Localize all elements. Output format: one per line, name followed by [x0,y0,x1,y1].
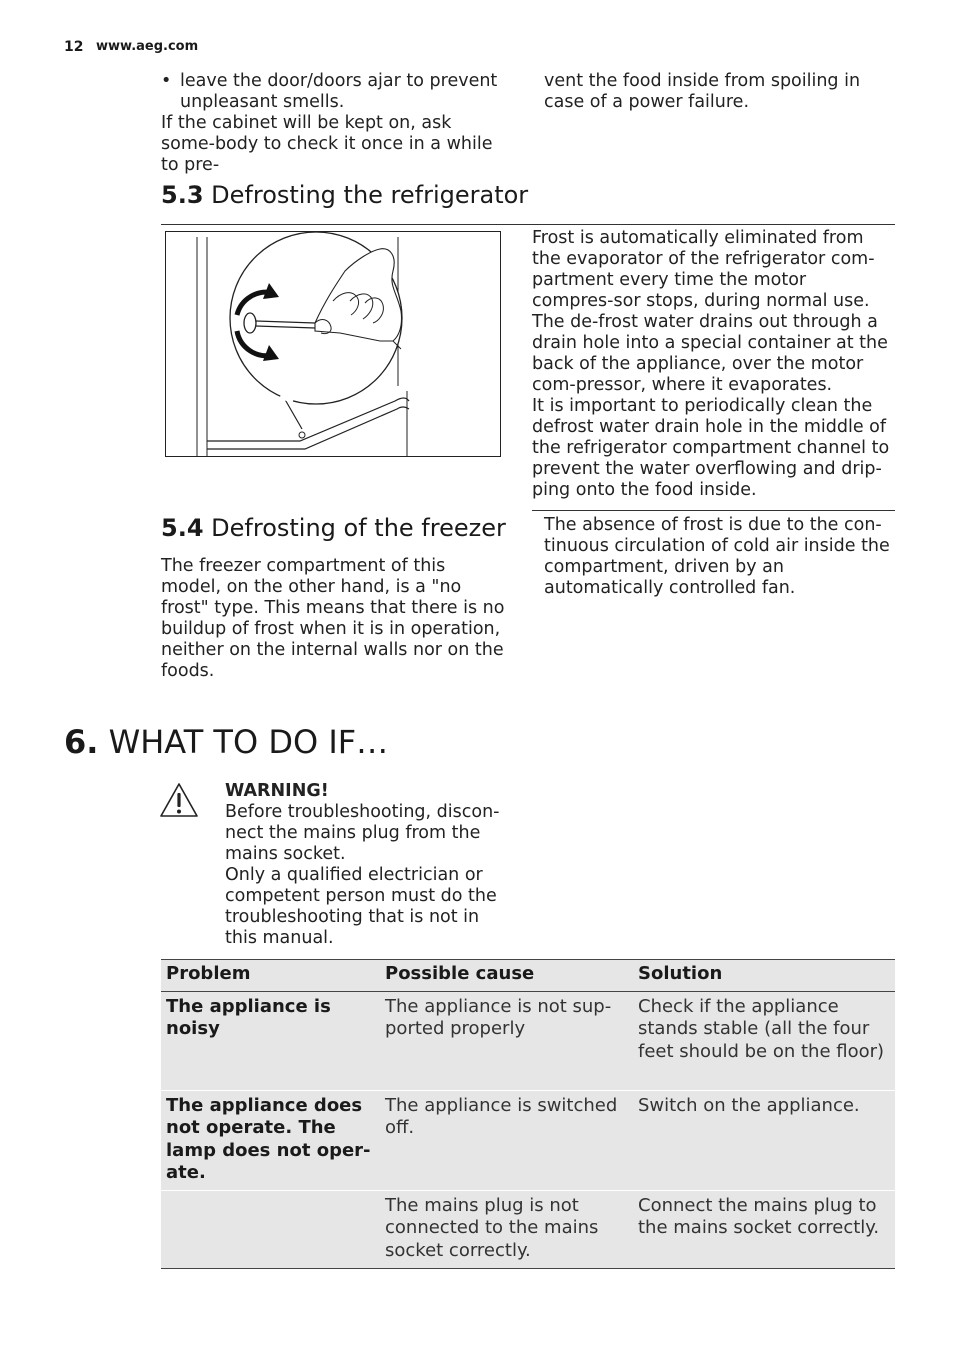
intro-bullet-text: leave the door/doors ajar to prevent unpleasant smells. [180,71,498,112]
header-problem: Problem [161,960,380,992]
table-row [161,991,895,1090]
troubleshooting-table [161,959,895,1269]
chapter-6-number: 6. [64,723,99,761]
chapter-6-heading [64,722,388,762]
section-5-3-text [532,228,892,501]
warning-triangle-icon [159,782,199,818]
table-row [161,1190,895,1268]
intro-left-column [161,71,506,176]
cause-cell: The appliance is switched off. [380,1090,633,1190]
section-5-4-right-paragraph: The absence of frost is due to the con-tinuous circulation of cold air inside the compartment, driven by an automatically controlled fan. [544,515,890,598]
section-5-4-heading [161,513,506,543]
problem-cell [161,1190,380,1268]
section-5-3-number: 5.3 [161,181,204,209]
solution-cell: Switch on the appliance. [633,1090,895,1190]
solution-cell: Check if the appliance stands stable (all the four feet should be on the floor) [633,991,895,1090]
intro-bullet-item [161,71,506,113]
table-row [161,1090,895,1190]
section-5-4-left-paragraph: The freezer compartment of this model, on the other hand, is a "no frost" type. This means that there is no buildup of frost when it is in operation, neither on the internal walls nor on the foods. [161,556,505,681]
solution-cell: Connect the mains plug to the mains socket correctly. [633,1190,895,1268]
warning-block [225,781,515,949]
section-5-3-heading [161,180,528,210]
problem-cell: The appliance is noisy [161,991,380,1090]
cause-cell: The appliance is not sup-ported properly [380,991,633,1090]
warning-text-2: Only a qualified electrician or competent person must do the troubleshooting that is not in this manual. [225,865,497,948]
header-solution: Solution [633,960,895,992]
warning-title: WARNING! [225,781,329,801]
problem-cell: The appliance does not operate. The lamp does not oper-ate. [161,1090,380,1190]
cause-cell: The mains plug is not connected to the mains socket correctly. [380,1190,633,1268]
section-5-3-rule [161,224,895,225]
page-number: 12 [64,39,84,55]
header-url: www.aeg.com [96,39,199,54]
bullet-icon: • [161,71,172,91]
section-5-3-bottom-rule [532,510,895,511]
section-5-3-paragraph-2: It is important to periodically clean the defrost water drain hole in the middle of the refrigerator compartment channel to prevent the water overflowing and drip-ping onto the food inside. [532,396,890,500]
section-5-3-paragraph-1: Frost is automatically eliminated from the evaporator of the refrigerator com-partment every time the motor compres-sor stops, during normal use. The de-frost water drains out through a drain hole into a special container at the back of the appliance, over the motor com-pressor, where it evaporates. [532,228,888,395]
header-possible-cause: Possible cause [380,960,633,992]
table-header-row [161,960,895,992]
chapter-6-title: WHAT TO DO IF… [108,723,389,761]
drain-hole-cleaning-illustration [165,231,501,457]
section-5-3-title: Defrosting the refrigerator [211,181,529,209]
section-5-4-number: 5.4 [161,514,204,542]
intro-left-paragraph: If the cabinet will be kept on, ask some-body to check it once in a while to pre- [161,113,493,175]
warning-text-1: Before troubleshooting, discon-nect the mains plug from the mains socket. [225,802,500,864]
intro-right-paragraph: vent the food inside from spoiling in case of a power failure. [544,71,861,112]
section-5-4-title: Defrosting of the freezer [211,514,506,542]
